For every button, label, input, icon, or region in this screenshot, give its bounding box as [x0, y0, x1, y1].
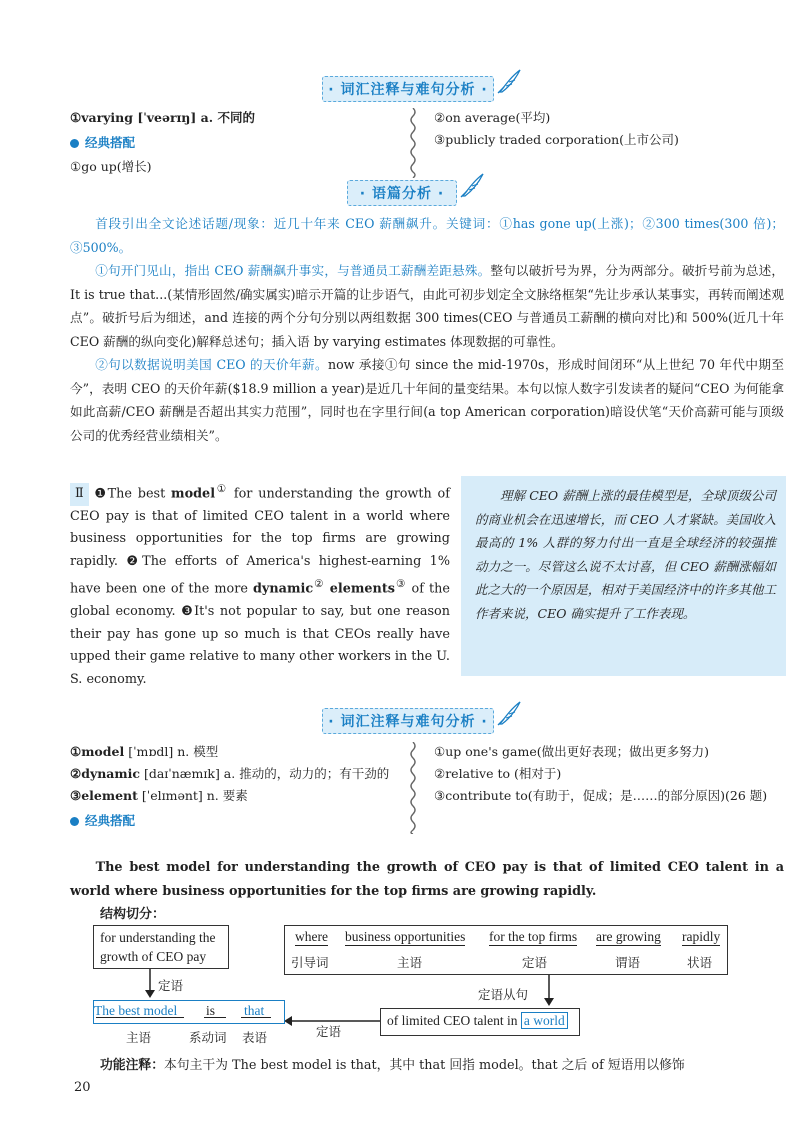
collocation-heading: 经典搭配 [70, 133, 135, 153]
main-subject: The best model [94, 1003, 178, 1018]
vocab-item: ②dynamic [daɪˈnæmɪk] a. 推动的，动力的；有干劲的 [70, 766, 390, 781]
vocab-item: ①up one's game(做出更好表现；做出更多努力) [434, 744, 709, 759]
analysis-paragraph-3: ②句以数据说明美国 CEO 的天价年薪。now 承接①句 since the mid-1970s，形成时间闭环“从上世纪 70 年代中期至今”，表明 CEO 的天价年薪($18.9 million a year)是近几十年间的量变结果。本句以惊人数字引发读者的疑问“CEO 为何能拿如此高薪/CEO 薪酬是否超出其实力范围”，同时也在字里行间(a top American corporation)暗设伏笔“天价高薪可能与顶级公司的优秀经营业绩相关”。 [70, 357, 784, 443]
role-label: 系动词 [189, 1030, 227, 1045]
clause-word: where [295, 929, 328, 944]
main-verb: is [206, 1003, 216, 1018]
vocab-item: ③publicly traded corporation(上市公司) [434, 132, 679, 147]
clause-word: rapidly [682, 929, 721, 944]
of-phrase-box: of limited CEO talent in a world [380, 1008, 580, 1036]
vocab-item: ③contribute to(有助于，促成；是……的部分原因)(26 题) [434, 788, 768, 803]
section-title-vocab-2: · 词汇注释与难句分析 · [322, 708, 494, 734]
role-label: 定语 [158, 978, 184, 993]
vocab-item: ①varying [ˈveərɪŋ] a. 不同的 [70, 110, 255, 125]
vocab-item: ②on average(平均) [434, 110, 551, 125]
main-predicative: that [244, 1003, 265, 1018]
vocab-item: ②relative to (相对于) [434, 766, 562, 781]
passage-translation: 理解 CEO 薪酬上涨的最佳模型是，全球顶级公司的商业机会在迅速增长，而 CEO 人才紧缺。美国收入最高的 1% 人群的努力付出一直是全球经济的较强推动力之一。尽管这么说不太讨喜，但 CEO 薪酬涨幅如此之大的一个原因是，相对于美国经济中的许多其他工作者来说，CEO 确实提升了工作表现。 [461, 476, 786, 676]
clause-role: 状语 [687, 955, 713, 970]
key-sentence: The best model for understanding the growth of CEO pay is that of limited CEO talent in a world where business opportunities for the top firms are growing rapidly. [70, 860, 784, 899]
role-label: 主语 [126, 1030, 152, 1045]
collocation-heading: 经典搭配 [70, 811, 135, 831]
underline [204, 1017, 226, 1018]
collocation-item: ①go up(增长) [70, 159, 152, 174]
vocab-item: ①model [ˈmɒdl] n. 模型 [70, 744, 219, 759]
structure-label: 结构切分： [100, 907, 166, 922]
page-number: 20 [74, 1080, 91, 1095]
clause-role: 谓语 [615, 955, 641, 970]
role-label: 定语从句 [478, 987, 529, 1002]
section-title-vocab: · 词汇注释与难句分析 · [322, 76, 494, 102]
clause-role: 主语 [397, 955, 423, 970]
clause-role: 引导词 [291, 955, 329, 970]
analysis-paragraph-1: 首段引出全文论述话题/现象：近几十年来 CEO 薪酬飙升。关键词：①has gone up(上涨)；②300 times(300 倍)；③500%。 [70, 216, 784, 255]
role-label: 定语 [316, 1024, 342, 1039]
relative-clause-box [284, 925, 728, 975]
clause-word: are growing [596, 929, 661, 944]
main-clause-box [93, 1000, 285, 1024]
vocab-item: ③element [ˈelɪmənt] n. 要素 [70, 788, 248, 803]
clause-word: business opportunities [345, 929, 466, 944]
paragraph-number: Ⅱ [70, 483, 89, 506]
clause-role: 定语 [522, 955, 548, 970]
underline [241, 1017, 271, 1018]
passage-english: Ⅱ ❶The best model① for understanding the growth of CEO pay is that of limited CEO talent in a world where business opportunities for the top firms are growing rapidly. ❷The efforts of America's highest-earning 1% have been one of the more dynamic② elements③ of the global economy. ❸It's not popular to say, but one reason their pay has gone up so much is that CEOs really have upped their game relative to many other workers in the U. S. economy. [70, 482, 450, 687]
a-world-highlight: a world [521, 1012, 568, 1029]
section-title-passage: · 语篇分析 · [347, 180, 457, 206]
analysis-paragraph-2: ①句开门见山，指出 CEO 薪酬飙升事实，与普通员工薪酬差距悬殊。整句以破折号为界，分为两部分。破折号前为总述，It is true that...(某情形固然/确实属实)暗示开篇的让步语气，由此可初步划定全文脉络框架“先让步承认某事实，再转而阐述观点”。破折号后为细述，and 连接的两个分句分别以两组数据 300 times(CEO 与普通员工薪酬的横向对比)和 500%(近几十年 CEO 薪酬的纵向变化)解释总述句；插入语 by varying estimates 体现数据的可靠性。 [70, 263, 784, 349]
role-label: 表语 [242, 1030, 268, 1045]
modifier-box: for understanding the growth of CEO pay [93, 925, 229, 969]
underline [96, 1017, 184, 1018]
clause-word: for the top firms [489, 929, 578, 944]
function-note: 功能注释：本句主干为 The best model is that，其中 that 回指 model。that 之后 of 短语用以修饰 [100, 1058, 685, 1073]
